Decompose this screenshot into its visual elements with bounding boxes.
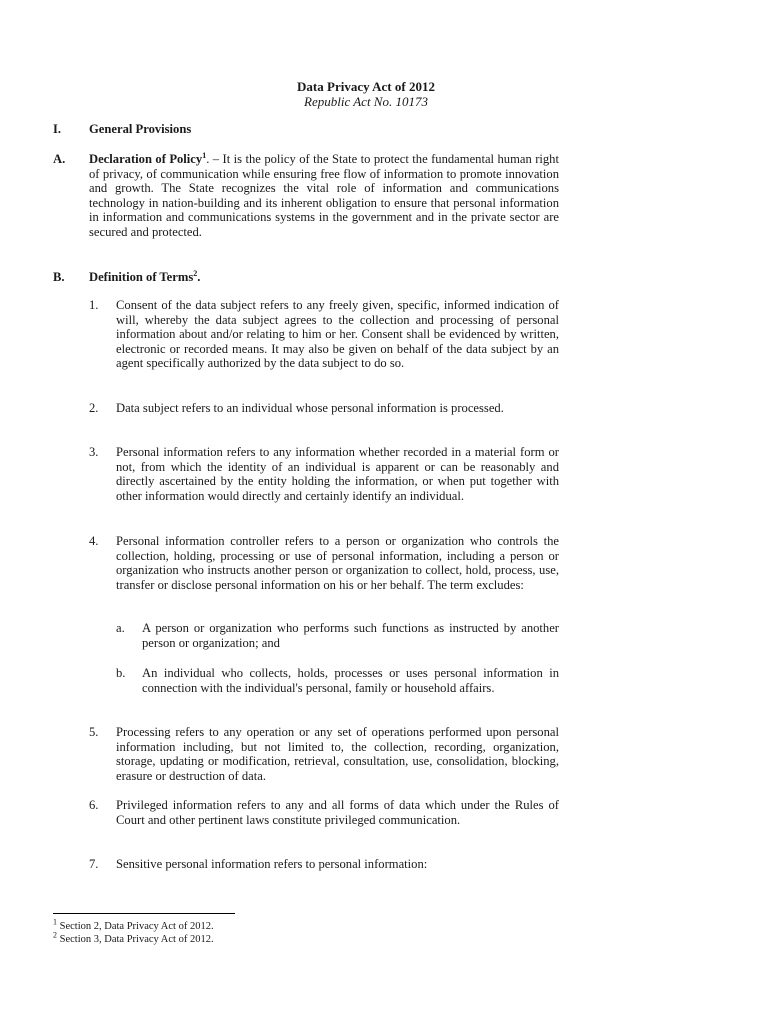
item-6-text: Privileged information refers to any and all forms of data which under the Rules of Court and other pertinent laws constitute privileged communication. [116, 798, 559, 827]
footnote-1-text: Section 2, Data Privacy Act of 2012. [59, 921, 214, 932]
section-b-footnote-ref: 2 [193, 268, 198, 278]
section-i-marker: I. [53, 122, 62, 136]
section-i-heading: General Provisions [89, 122, 192, 136]
section-b-heading: Definition of Terms [89, 270, 194, 284]
item-7-text: Sensitive personal information refers to personal information: [116, 857, 428, 871]
section-a-text: . – It is the policy of the State to protect the fundamental human right of privacy, of communication while ensuring free flow of information to promote innovation and growth. The State recognizes the vital role of information and communications technology in nation-building and its inherent obligation to ensure that personal information in information and communications systems in the government and in the private sector are secured and protected. [89, 152, 559, 239]
item-3-text: Personal information refers to any information whether recorded in a material form or not, from which the identity of an individual is apparent or can be reasonably and directly ascertained by the entity holding the information, or when put together with other information would directly and certainly identify an individual. [116, 445, 559, 503]
title-block [0, 79, 768, 109]
subitem-b-marker: b. [116, 666, 126, 680]
footnote-2 [53, 930, 214, 946]
item-2-marker: 2. [89, 401, 99, 415]
item-7-marker: 7. [89, 857, 99, 871]
footnote-separator [53, 913, 235, 914]
section-a-paragraph [89, 152, 559, 240]
document-subtitle: Republic Act No. 10173 [304, 94, 428, 109]
footnote-2-number: 2 [53, 930, 57, 940]
footnote-1-number: 1 [53, 917, 57, 927]
section-a-heading: Declaration of Policy [89, 152, 203, 166]
section-b-heading-end: . [197, 270, 201, 284]
item-5-marker: 5. [89, 725, 99, 739]
footnote-2-text: Section 3, Data Privacy Act of 2012. [59, 934, 214, 945]
subitem-b-text: An individual who collects, holds, processes or uses personal information in connection with the individual's personal, family or household affairs. [142, 666, 559, 695]
item-2-text: Data subject refers to an individual whose personal information is processed. [116, 401, 504, 415]
section-b-marker: B. [53, 270, 65, 284]
item-6-marker: 6. [89, 798, 99, 812]
item-1-marker: 1. [89, 298, 99, 312]
document-title: Data Privacy Act of 2012 [297, 79, 435, 94]
item-5-text: Processing refers to any operation or any set of operations performed upon personal information including, but not limited to, the collection, recording, organization, storage, updating or modification, retrieval, consultation, use, consolidation, blocking, erasure or destruction of data. [116, 725, 559, 783]
section-a-marker: A. [53, 152, 66, 166]
footnote-1 [53, 917, 214, 933]
section-b-heading-line [89, 270, 200, 285]
item-4-marker: 4. [89, 534, 99, 548]
subitem-a-marker: a. [116, 621, 125, 635]
item-1-text: Consent of the data subject refers to any freely given, specific, informed indication of will, whereby the data subject agrees to the collection and processing of personal information about and/or relating to him or her. Consent shall be evidenced by written, electronic or recorded means. It may also be given on behalf of the data subject by an agent specifically authorized by the data subject to do so. [116, 298, 559, 371]
section-a-footnote-ref: 1 [202, 150, 207, 160]
item-3-marker: 3. [89, 445, 99, 459]
item-4-text: Personal information controller refers to a person or organization who controls the collection, holding, processing or use of personal information, including a person or organization who instructs another person or organization to collect, hold, process, use, transfer or disclose personal information on his or her behalf. The term excludes: [116, 534, 559, 592]
subitem-a-text: A person or organization who performs such functions as instructed by another person or organization; and [142, 621, 559, 650]
